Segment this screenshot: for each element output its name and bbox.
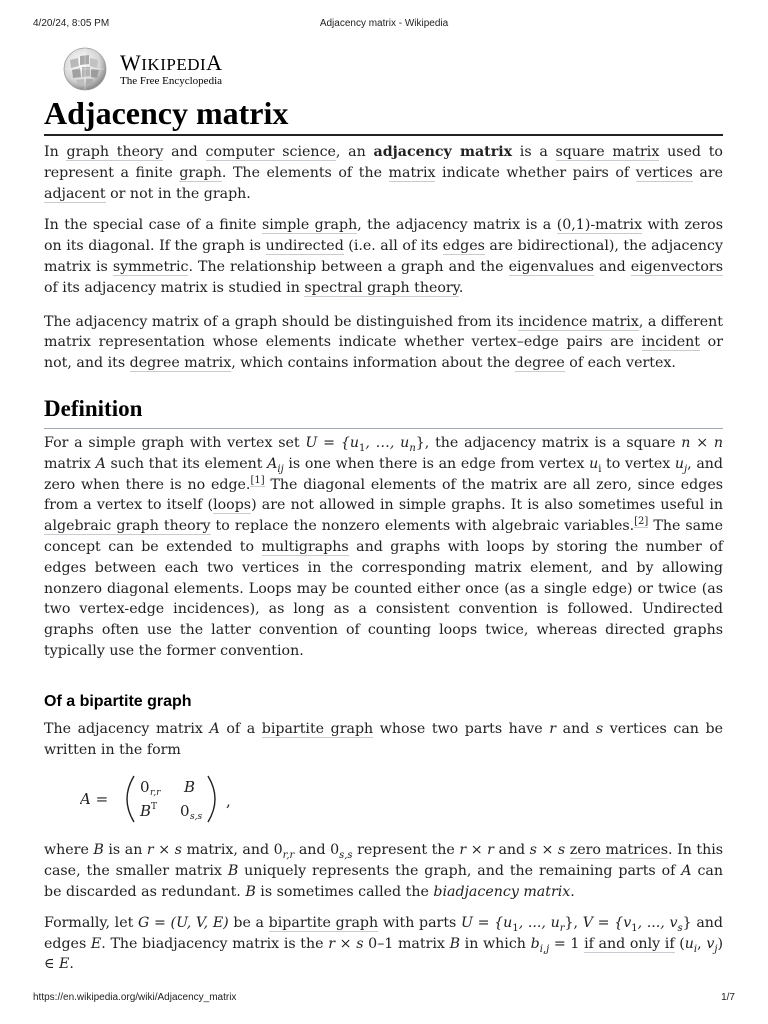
link-symmetric[interactable]: symmetric (112, 258, 189, 275)
link-simple-graph[interactable]: simple graph (261, 217, 358, 234)
link-multigraphs[interactable]: multigraphs (261, 538, 349, 555)
term-biadjacency-matrix: biadjacency matrix (433, 883, 571, 900)
link-eigenvalues[interactable]: eigenvalues (508, 258, 594, 275)
link-eigenvectors[interactable]: eigenvectors (630, 258, 723, 275)
formula-lhs: A = (80, 790, 109, 809)
bipartite-paragraph-1: The adjacency matrix A of a bipartite graph whose two parts have r and s vertices can be written in the form (44, 720, 723, 758)
link-if-and-only-if[interactable]: if and only if (584, 935, 675, 952)
cell-a22: 0 (180, 802, 190, 821)
print-header (33, 18, 735, 32)
print-footer (33, 992, 735, 1006)
bipartite-paragraph-2: where B is an r × s matrix, and $0_{r,r}$ and $0_{s,s}$ represent the r × r and s × s zero matrices. In this case, the smaller matrix B uniquely represents the graph, and the remaining parts of A can be discarded as redundant. B is sometimes called the biadjacency matrix. (44, 842, 724, 900)
intro-paragraph-1: In graph theory and computer science, an adjacency matrix is a square matrix used to represent a finite graph. The elements of the matrix indicate whether pairs of vertices are adjacent or not in the graph. (44, 144, 723, 202)
wikipedia-wordmark: WIKIPEDIA (120, 50, 223, 75)
cell-a11-sub: r,r (150, 788, 161, 799)
intro-paragraph-2: In the special case of a finite simple graph, the adjacency matrix is a (0,1)-matrix with zeros on its diagonal. If the graph is undirected (i.e. all of its edges are bidirectional), the adjacency matrix is symmetric. The relationship between a graph and the eigenvalues and eigenvectors of its adjacency matrix is studied in spectral graph theory. (44, 217, 723, 296)
link-undirected[interactable]: undirected (265, 238, 344, 255)
formula-trailing-comma: , (226, 792, 231, 811)
link-01-matrix[interactable]: (0,1)-matrix (556, 217, 643, 234)
link-degree-matrix[interactable]: degree matrix (129, 355, 232, 372)
print-page-count: 1/7 (721, 992, 735, 1003)
wikipedia-globe-icon (62, 46, 108, 92)
link-algebraic-graph-theory[interactable]: algebraic graph theory (44, 518, 211, 535)
reference-1[interactable]: [1] (250, 474, 265, 486)
left-paren (127, 776, 134, 822)
page-title: Adjacency matrix (44, 92, 723, 136)
link-adjacent[interactable]: adjacent (44, 185, 106, 202)
reference-2[interactable]: [2] (634, 516, 649, 528)
link-degree[interactable]: degree (514, 355, 565, 372)
link-incidence-matrix[interactable]: incidence matrix (518, 313, 639, 330)
block-matrix-formula (44, 764, 723, 834)
print-date: 4/20/24, 8:05 PM (33, 18, 110, 29)
link-loops[interactable]: loops (213, 497, 252, 514)
term-adjacency-matrix: adjacency matrix (373, 144, 513, 160)
cell-a22-sub: s,s (190, 812, 203, 823)
link-incident[interactable]: incident (641, 334, 701, 351)
subsection-heading-bipartite: Of a bipartite graph (44, 692, 192, 710)
link-zero-matrices[interactable]: zero matrices (569, 842, 669, 859)
link-square-matrix[interactable]: square matrix (555, 144, 660, 160)
link-bipartite-graph-2[interactable]: bipartite graph (268, 914, 379, 931)
print-url: https://en.wikipedia.org/wiki/Adjacency_matrix (33, 992, 237, 1003)
right-paren (208, 776, 215, 822)
link-vertices[interactable]: vertices (635, 164, 693, 181)
definition-paragraph: For a simple graph with vertex set $U = \{u_1$, …, $u_n$}, the adjacency matrix is a square n × n matrix A such that its element $A_{ij}$ is one when there is an edge from vertex $u_i$ to vertex $u_j$, and zero when there is no edge.[1] The diagonal elements of the matrix are all zero, since edges from a vertex to itself (loops) are not allowed in simple graphs. It is also sometimes useful in algebraic graph theory to replace the nonzero elements with algebraic variables.[2] The same concept can be extended to multigraphs and graphs with loops by storing the number of edges between each two vertices in the corresponding matrix element, and by allowing nonzero diagonal elements. Loops may be counted either once (as a single edge) or twice (as two vertex-edge incidences), as long as a consistent convention is followed. Undirected graphs often use the latter convention of counting loops twice, whereas directed graphs typically use the former convention. (44, 434, 724, 659)
link-graph-theory[interactable]: graph theory (66, 144, 164, 160)
block-matrix-svg (80, 764, 300, 834)
section-heading-definition: Definition (44, 394, 723, 429)
print-page-title: Adjacency matrix - Wikipedia (319, 18, 449, 29)
link-bipartite-graph[interactable]: bipartite graph (261, 720, 374, 737)
cell-a21: B (140, 802, 152, 821)
intro-paragraph-3: The adjacency matrix of a graph should be distinguished from its incidence matrix, a different matrix representation whose elements indicate whether vertex–edge pairs are incident or not, and its degree matrix, which contains information about the degree of each vertex. (44, 313, 723, 372)
link-matrix[interactable]: matrix (388, 164, 436, 181)
article-content (44, 92, 723, 975)
cell-a12: B (184, 778, 196, 797)
cell-a21-sup: T (151, 802, 158, 813)
link-graph[interactable]: graph (179, 164, 222, 181)
wikipedia-tagline: The Free Encyclopedia (120, 75, 223, 87)
link-edges[interactable]: edges (442, 238, 485, 255)
link-spectral-graph-theory[interactable]: spectral graph theory (304, 279, 459, 296)
bipartite-paragraph-3: Formally, let G = (U, V, E) be a bipartite graph with parts $U = \{u_1$, ..., $u_r$}, $V = \{v_1$, ..., $v_s$} and edges E. The biadjacency matrix is the r × s 0–1 matrix B in which $b_{i,j} = 1$ if and only if ($u_i$, $v_j$) ∈ E. (44, 914, 724, 973)
link-computer-science[interactable]: computer science (205, 144, 336, 160)
cell-a11: 0 (140, 778, 150, 797)
